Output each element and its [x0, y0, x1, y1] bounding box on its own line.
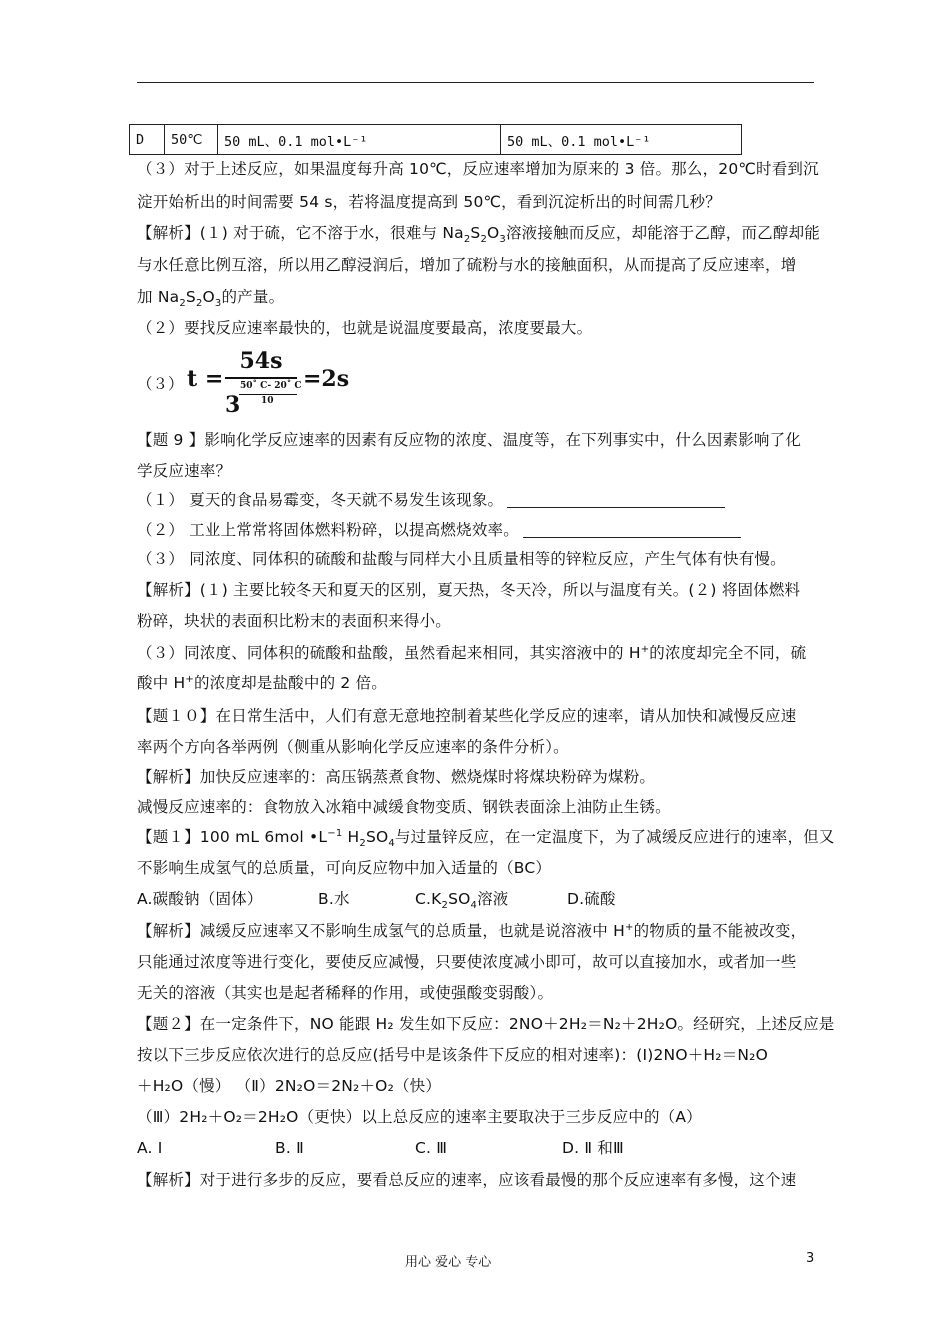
formula-t: t =: [187, 366, 224, 392]
answer-blank[interactable]: [523, 521, 741, 538]
text-line: 【题１０】在日常生活中，人们有意无意地控制着某些化学反应的速率，请从加快和减慢反应速: [137, 707, 797, 725]
text-line: 减慢反应速率的：食物放入冰箱中减缓食物变质、钢铁表面涂上油防止生锈。: [137, 798, 671, 816]
text-line: ＋H₂O（慢） （Ⅱ）2N₂O＝2N₂＋O₂（快）: [137, 1077, 442, 1095]
formula-label: （３）: [137, 375, 184, 393]
text-line: 【解析】加快反应速率的：高压锅蒸煮食物、燃烧煤时将煤块粉碎为煤粉。: [137, 768, 656, 786]
answer-blank[interactable]: [507, 491, 725, 508]
option-b: B.水: [318, 890, 350, 908]
text-line: 只能通过浓度等进行变化，要使反应减慢，只要使浓度减小即可，故可以直接加水，或者加一些: [137, 953, 797, 971]
text-line: 加 $Na_2S_2O_3$的产量。: [137, 288, 285, 310]
text-line: 率两个方向各举两例（侧重从影响化学反应速率的条件分析）。: [137, 738, 569, 756]
text-line: 【解析】对于进行多步的反应，要看总反应的速率，应该看最慢的那个反应速率有多慢，这个速: [137, 1171, 797, 1189]
table-cell-solution-2: 50 mL、0.1 mol•L⁻¹: [501, 125, 742, 155]
text-line: 【解析】(１) 主要比较冬天和夏天的区别，夏天热，冬天冷，所以与温度有关。(２) 将固体燃料: [137, 581, 801, 599]
text-line: 学反应速率？: [137, 462, 232, 480]
header-rule: [137, 82, 814, 83]
formula-exponent-numerator: 50˚ C- 20˚ C: [240, 381, 302, 391]
text-line: 与水任意比例互溶，所以用乙醇浸润后，增加了硫粉与水的接触面积，从而提高了反应速率，增: [137, 256, 797, 274]
table-cell-temp: 50℃: [165, 125, 218, 155]
footer-text: 用心 爱心 专心: [405, 1255, 492, 1270]
option-d: D. Ⅱ 和Ⅲ: [562, 1139, 624, 1157]
option-b: B. Ⅱ: [275, 1139, 304, 1157]
table-cell-label: D: [130, 125, 165, 155]
text-line: （３）同浓度、同体积的硫酸和盐酸，虽然看起来相同，其实溶液中的 H+的浓度却完全不同，硫: [137, 643, 807, 662]
page-number: 3: [806, 1251, 815, 1266]
option-a: A.碳酸钠（固体）: [137, 890, 263, 908]
fraction-bar: [225, 377, 297, 379]
exponent-bar: [239, 394, 297, 395]
text-line: 【题２】在一定条件下，NO 能跟 H₂ 发生如下反应：2NO＋2H₂＝N₂＋2H₂O。经研究，上述反应是: [137, 1015, 835, 1033]
text-line: 不影响生成氢气的总质量，可向反应物中加入适量的（BC）: [137, 859, 552, 877]
text-line: （２） 工业上常常将固体燃料粉碎，以提高燃烧效率。: [137, 520, 741, 540]
answer-options: [137, 889, 616, 912]
text-line: （３）对于上述反应，如果温度每升高 10℃，反应速率增加为原来的 3 倍。那么，20℃时看到沉: [137, 160, 819, 178]
text-line: （１） 夏天的食品易霉变，冬天就不易发生该现象。: [137, 490, 725, 510]
text-line: 粉碎，块状的表面积比粉末的表面积来得小。: [137, 612, 452, 630]
text-line: 无关的溶液（其实也是起者稀释的作用，或使强酸变弱酸）。: [137, 984, 554, 1002]
table-cell-solution-1: 50 mL、0.1 mol•L⁻¹: [218, 125, 501, 155]
option-c: C. Ⅲ: [415, 1139, 448, 1157]
option-c: $C.K_2SO_4$溶液: [415, 890, 509, 912]
text-line: （３） 同浓度、同体积的硫酸和盐酸与同样大小且质量相等的锌粒反应，产生气体有快有慢。: [137, 550, 786, 568]
rate-formula: [137, 346, 377, 416]
text-line: 按以下三步反应依次进行的总反应(括号中是该条件下反应的相对速率)：(Ⅰ)2NO＋H₂＝N₂O: [137, 1046, 768, 1064]
formula-base: 3: [225, 392, 241, 418]
conditions-table: [129, 124, 742, 155]
text-line: 【题 9 】影响化学反应速率的因素有反应物的浓度、温度等，在下列事实中，什么因素影响了化: [137, 431, 802, 449]
text-line: 【解析】减缓反应速率又不影响生成氢气的总质量，也就是说溶液中 H+的物质的量不能被改变，: [137, 921, 807, 940]
text-line: 淀开始析出的时间需要 54 s，若将温度提高到 50℃，看到沉淀析出的时间需几秒？: [137, 193, 721, 211]
option-d: D.硫酸: [567, 890, 616, 908]
text-line: 【解析】(１) 对于硫，它不溶于水，很难与 $Na_2S_2O_3$溶液接触而反应，却能溶于乙醇，而乙醇却能: [137, 224, 820, 246]
text-line: （Ⅲ）2H₂＋O₂＝2H₂O（更快）以上总反应的速率主要取决于三步反应中的（A）: [137, 1108, 702, 1126]
option-a: A. Ⅰ: [137, 1139, 163, 1157]
answer-options: [137, 1138, 624, 1158]
text-line: 【题１】100 mL 6mol $•L^{-1}$ $H_2SO_4$与过量锌反应，在一定温度下，为了减缓反应进行的速率，但又: [137, 827, 835, 850]
text-line: （２）要找反应速率最快的，也就是说温度要最高，浓度要最大。: [137, 319, 593, 337]
text-line: 酸中 H+的浓度却是盐酸中的 2 倍。: [137, 673, 388, 692]
table-row: [130, 125, 742, 155]
formula-exponent-denominator: 10: [261, 396, 274, 406]
formula-numerator: 54s: [239, 348, 283, 374]
formula-result: =2s: [303, 366, 350, 392]
